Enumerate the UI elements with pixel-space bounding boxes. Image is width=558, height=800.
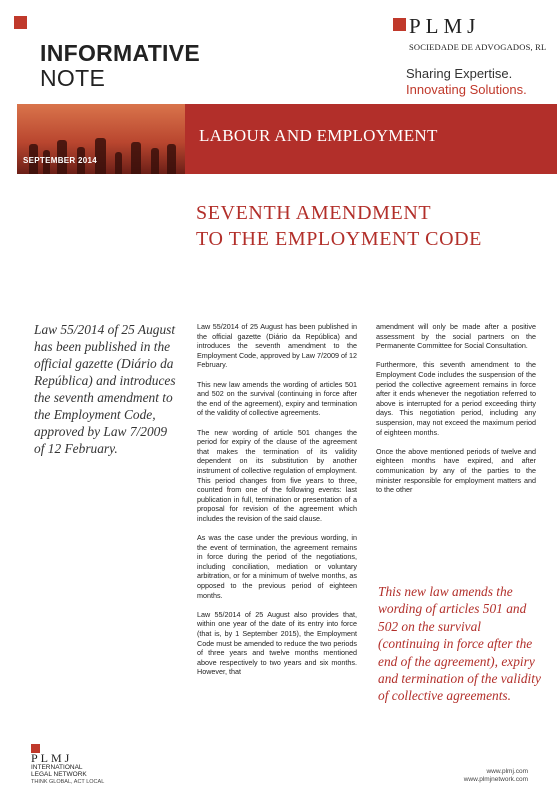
plmj-subtitle: SOCIEDADE DE ADVOGADOS, RL (409, 42, 547, 52)
footer-network-line2: LEGAL NETWORK (31, 771, 87, 778)
plmj-logo-square (393, 18, 406, 31)
document-type-title (40, 42, 200, 90)
paragraph: As was the case under the previous wording, in the event of termination, the agreement remains in force during the period of the negotiations, including conciliation, mediation or voluntary arbitration, or for a minimum of twelve months, as opposed to the previous period of eighteen months. (197, 533, 357, 600)
body-column-1 (197, 322, 357, 687)
paragraph: The new wording of article 501 changes the period for expiry of the clause of the agreement that makes the termination of its validity dependent on its substitution by another instrument of collective regulation of employment. This period changes from five years to three, counted from one of the following events: last publication in full, termination or presentation of a proposal for revision of the agreement which includes the revision of the said clause. (197, 427, 357, 523)
paragraph: Law 55/2014 of 25 August also provides that, within one year of the date of its entry into force (that is, by 1 September 2015), the Employment Code must be amended to reduce the two periods of three years and twelve months mentioned above respectively to two years and six months. However, that (197, 609, 357, 677)
red-square-logo-mark (14, 16, 27, 29)
footer-plmj-logo: PLMJ (31, 751, 73, 765)
pull-quote-left: Law 55/2014 of 25 August has been published in the official gazette (Diário da República) and introduces the seventh amendment to the Employment Code, approved by Law 7/2009 of 12 February. (34, 322, 176, 456)
headline-line2: TO THE EMPLOYMENT CODE (196, 228, 482, 250)
section-banner (17, 104, 557, 174)
headline-line1: SEVENTH AMENDMENT (196, 202, 432, 224)
paragraph: Law 55/2014 of 25 August has been published in the official gazette (Diário da República) and introduces the seventh amendment to the Employment Code, approved by Law 7/2009 of 12 February. (197, 322, 357, 370)
title-note: NOTE (40, 65, 106, 91)
paragraph: Once the above mentioned periods of twelve and eighteen months have expired, and after communication by any of the parties to the minister responsible for employment matters and to the other (376, 446, 536, 495)
body-column-2 (376, 322, 536, 504)
footer-link-plmj[interactable]: www.plmj.com (486, 768, 528, 775)
issue-date: SEPTEMBER 2014 (23, 156, 98, 165)
section-label: LABOUR AND EMPLOYMENT (199, 126, 438, 145)
paragraph: This new law amends the wording of articles 501 and 502 on the survival (continuing in force after the end of the agreement), expiry and termination of the validity of collective agreements. (197, 379, 357, 418)
pull-quote-right: This new law amends the wording of articles 501 and 502 on the survival (continuing in force after the end of the agreement), expiry and termination of the validity of collective agreements. (378, 584, 541, 704)
banner-photo (17, 104, 185, 174)
title-informative: INFORMATIVE (40, 40, 201, 66)
paragraph: amendment will only be made after a positive assessment by the social partners on the Permanente Committee for Social Consultation. (376, 322, 536, 351)
footer-link-plmjnetwork[interactable]: www.plmjnetwork.com (463, 776, 528, 783)
tagline-sharing: Sharing Expertise. (406, 66, 513, 81)
plmj-logo: PLMJ (409, 14, 481, 38)
paragraph: Furthermore, this seventh amendment to the Employment Code includes the suspension of the period the collective agreement remains in force after it ends whenever the negotiation referred to above is interrupted for a period exceeding thirty days. This negotiation period, including any suspension, may not exceed the maximum period of eighteen months. (376, 360, 536, 437)
tagline-innovating: Innovating Solutions. (406, 82, 527, 97)
footer-slogan: THINK GLOBAL, ACT LOCAL (31, 779, 105, 785)
footer-network-line1: INTERNATIONAL (31, 764, 83, 771)
